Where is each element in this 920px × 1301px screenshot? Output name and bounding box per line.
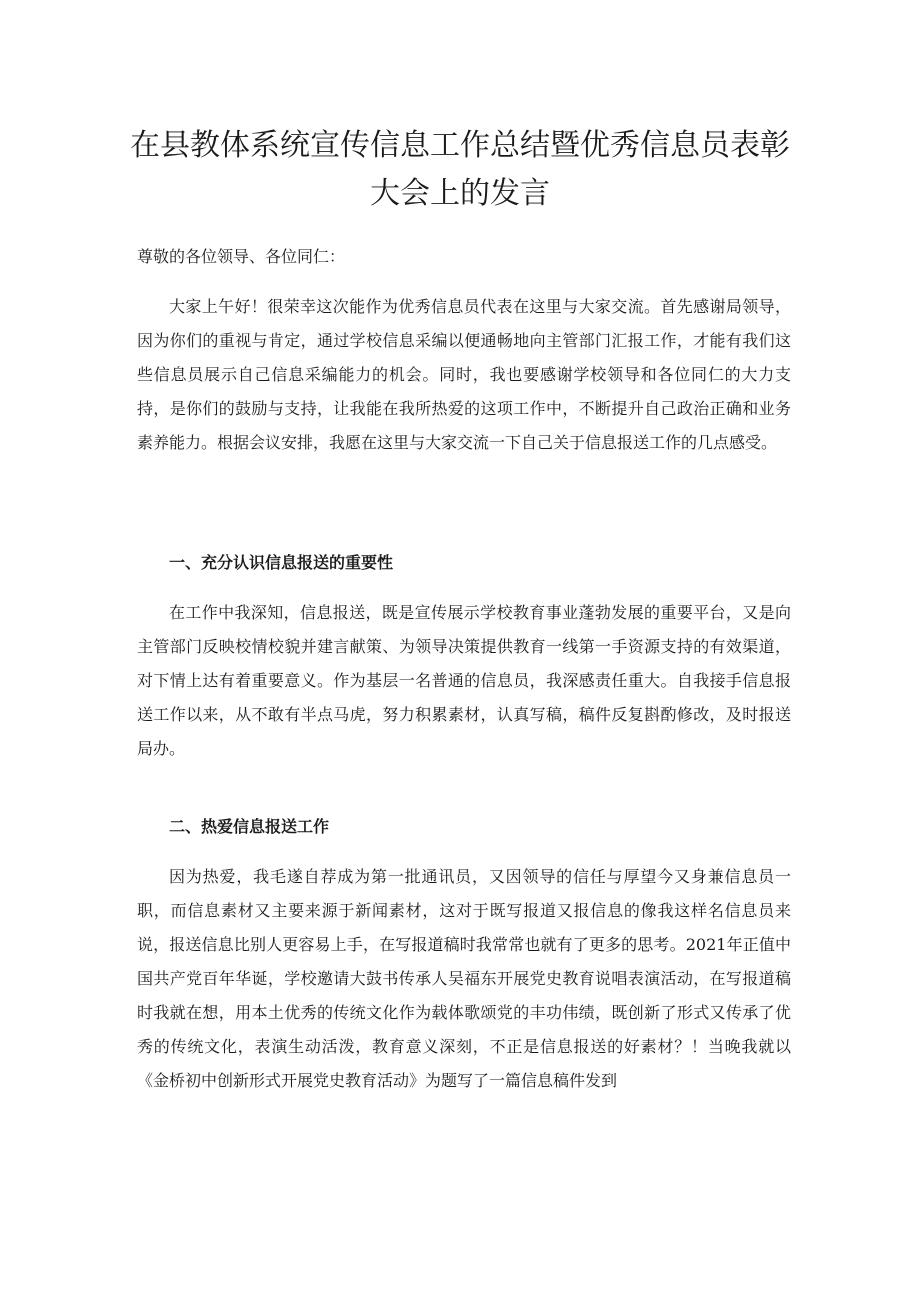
salutation: 尊敬的各位领导、各位同仁： — [137, 247, 346, 266]
paragraph-opening: 大家上午好！很荣幸这次能作为优秀信息员代表在这里与大家交流。首先感谢局领导，因为你们的重视与肯定，通过学校信息采编以便通畅地向主管部门汇报工作，才能有我们这些信息员展示自己信息采编能力的机会。同时，我也要感谢学校领导和各位同仁的大力支持，是你们的鼓励与支持，让我能在我所热爱的这项工作中，不断提升自己政治正确和业务素养能力。根据会议安排，我愿在这里与大家交流一下自己关于信息报送工作的几点感受。 — [137, 297, 791, 452]
paragraph-section-1: 在工作中我深知，信息报送，既是宣传展示学校教育事业蓬勃发展的重要平台，又是向主管部门反映校情校貌并建言献策、为领导决策提供教育一线第一手资源支持的有效渠道，对下情上达有着重要意义。作为基层一名普通的信息员，我深感责任重大。自我接手信息报送工作以来，从不敢有半点马虎，努力积累素材，认真写稿，稿件反复斟酌修改，及时报送局办。 — [137, 603, 791, 758]
section-heading-1: 一、充分认识信息报送的重要性 — [169, 553, 394, 572]
paragraph-section-2: 因为热爱，我毛遂自荐成为第一批通讯员，又因领导的信任与厚望今又身兼信息员一职，而信息素材又主要来源于新闻素材，这对于既写报道又报信息的像我这样名信息员来说，报送信息比别人更容易上手，在写报道稿时我常常也就有了更多的思考。2021年正值中国共产党百年华诞，学校邀请大鼓书传承人吴福东开展党史教育说唱表演活动，在写报道稿时我就在想，用本土优秀的传统文化作为载体歌颂党的丰功伟绩，既创新了形式又传承了优秀的传统文化，表演生动活泼，教育意义深刻，不正是信息报送的好素材？！当晚我就以《金桥初中创新形式开展党史教育活动》为题写了一篇信息稿件发到 — [137, 867, 791, 1090]
section-heading-2: 二、热爱信息报送工作 — [169, 817, 330, 836]
document-title: 在县教体系统宣传信息工作总结暨优秀信息员表彰大会上的发言 — [130, 128, 790, 211]
